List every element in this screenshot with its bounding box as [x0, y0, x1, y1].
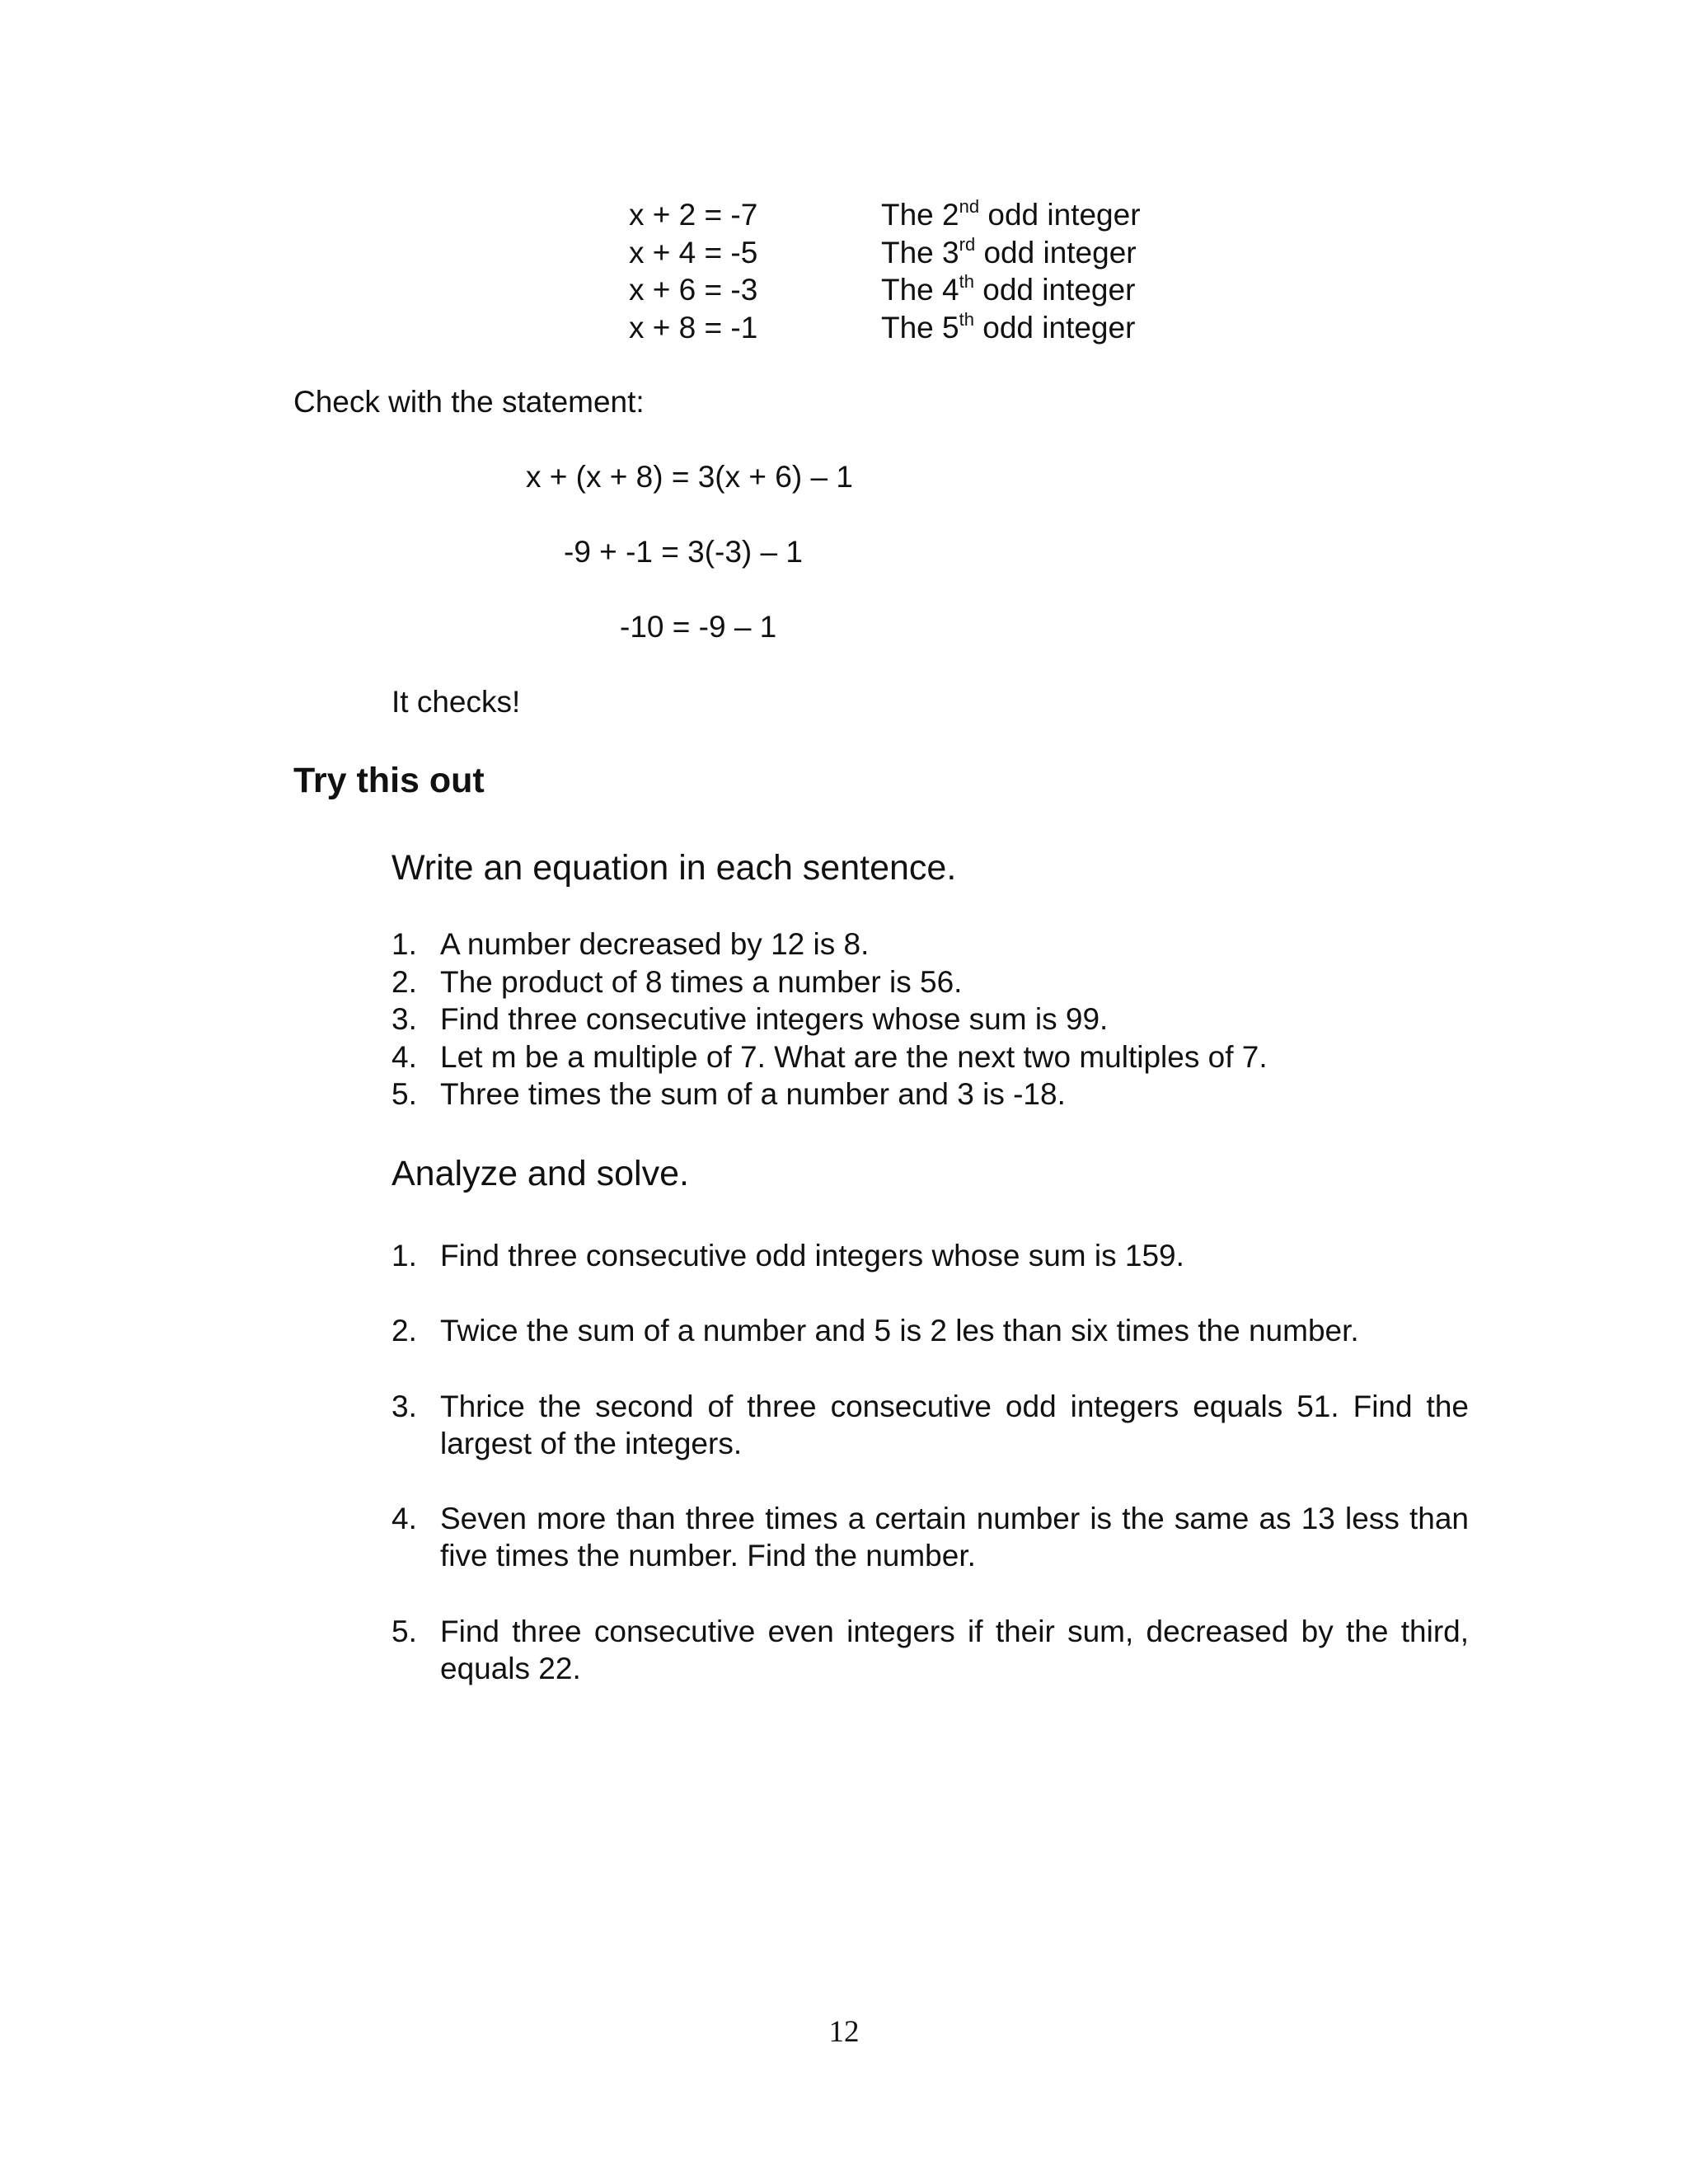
list-text: A number decreased by 12 is 8.: [440, 927, 870, 961]
list-text: The product of 8 times a number is 56.: [440, 965, 963, 999]
list-number: 2.: [392, 965, 417, 999]
equation-description: [881, 309, 1135, 347]
list-number: 3.: [392, 1390, 417, 1423]
list-text: Three times the sum of a number and 3 is -18.: [440, 1077, 1066, 1111]
description-text: The 4: [881, 273, 959, 307]
description-text: odd integer: [979, 198, 1141, 232]
list-number: 5.: [392, 1615, 417, 1648]
check-equation-3: -10 = -9 – 1: [620, 610, 777, 644]
ordinal-suffix: th: [959, 271, 974, 292]
list-text: Find three consecutive integers whose sum is 99.: [440, 1002, 1109, 1036]
list-text: Let m be a multiple of 7. What are the next two multiples of 7.: [440, 1040, 1268, 1074]
list-number: 3.: [392, 1002, 417, 1036]
list-text: Find three consecutive even integers if their sum, decreased by the third, equals 22.: [440, 1615, 1469, 1685]
description-text: odd integer: [975, 236, 1137, 269]
ordinal-suffix: nd: [959, 196, 980, 217]
description-text: odd integer: [973, 311, 1136, 344]
write-equation-heading: Write an equation in each sentence.: [392, 848, 957, 888]
description-text: The 3: [881, 236, 959, 269]
equation-description: [881, 234, 1137, 272]
section-heading: Try this out: [293, 761, 485, 800]
description-text: The 5: [881, 311, 959, 344]
list-text: Twice the sum of a number and 5 is 2 les than six times the number.: [440, 1314, 1359, 1347]
equation-row: [0, 196, 1688, 234]
equation-description: [881, 271, 1135, 309]
ordinal-suffix: rd: [959, 234, 976, 255]
description-text: odd integer: [973, 273, 1136, 307]
check-equation-2: -9 + -1 = 3(-3) – 1: [564, 535, 803, 569]
equation-row: [0, 271, 1688, 309]
list-number: 1.: [392, 927, 417, 961]
analyze-solve-heading: Analyze and solve.: [392, 1154, 689, 1193]
list-text: Find three consecutive odd integers whose sum is 159.: [440, 1239, 1184, 1272]
equation-row: [0, 234, 1688, 272]
check-conclusion: It checks!: [392, 685, 521, 719]
equation: x + 8 = -1: [629, 311, 758, 344]
equation: x + 4 = -5: [629, 236, 758, 269]
equation: x + 2 = -7: [629, 198, 758, 232]
list-text: Seven more than three times a certain number is the same as 13 less than five times the number. Find the number.: [440, 1502, 1469, 1572]
list-number: 4.: [392, 1040, 417, 1074]
list-number: 1.: [392, 1239, 417, 1272]
check-intro: Check with the statement:: [293, 385, 645, 419]
ordinal-suffix: th: [959, 309, 974, 330]
equation-row: [0, 309, 1688, 347]
equation: x + 6 = -3: [629, 273, 758, 307]
list-number: 2.: [392, 1314, 417, 1347]
equation-description: [881, 196, 1141, 234]
description-text: The 2: [881, 198, 959, 232]
list-number: 5.: [392, 1077, 417, 1111]
page-number: 12: [828, 2015, 860, 2049]
list-number: 4.: [392, 1502, 417, 1535]
check-equation-1: x + (x + 8) = 3(x + 6) – 1: [526, 460, 853, 494]
list-text: Thrice the second of three consecutive odd integers equals 51. Find the largest of the integers.: [440, 1390, 1469, 1460]
